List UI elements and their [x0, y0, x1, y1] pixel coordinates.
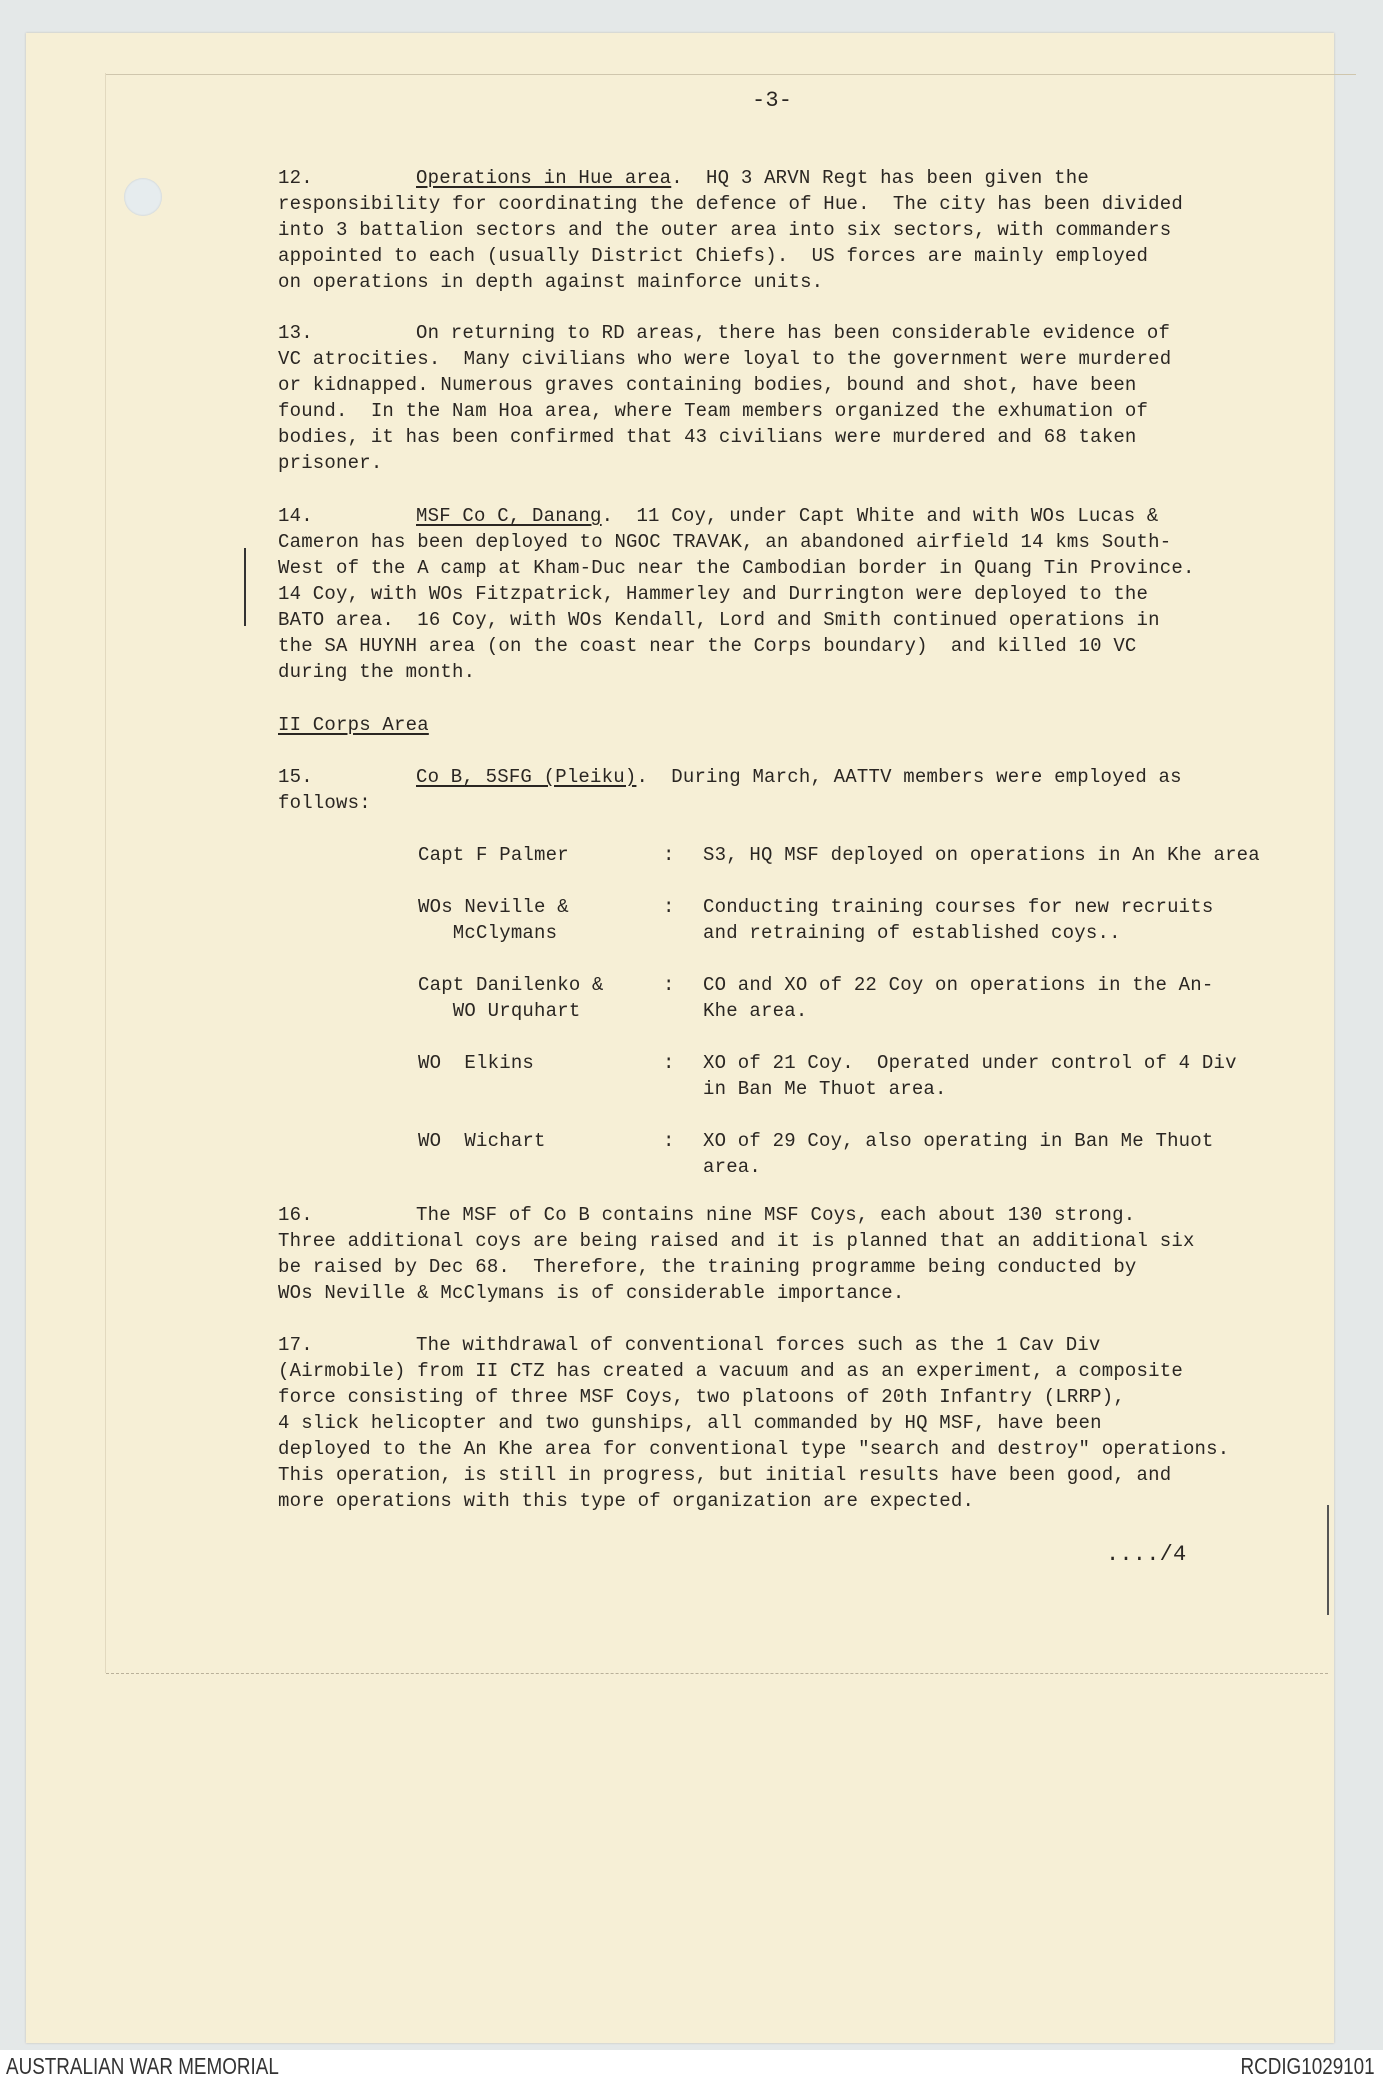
text-line: deployed to the An Khe area for conventional type "search and destroy" operations.	[278, 1438, 1230, 1460]
text-line: be raised by Dec 68. Therefore, the training programme being conducted by	[278, 1256, 1137, 1278]
text-line: The withdrawal of conventional forces such as the 1 Cav Div	[416, 1334, 1101, 1356]
paragraph-16	[278, 1202, 1195, 1306]
punch-hole	[124, 178, 162, 216]
text-line: prisoner.	[278, 452, 383, 474]
text-line: appointed to each (usually District Chiefs). US forces are mainly employed	[278, 245, 1149, 267]
text-line: . During March, AATTV members were employed as	[636, 766, 1182, 788]
text-line: 14 Coy, with WOs Fitzpatrick, Hammerley and Durrington were deployed to the	[278, 583, 1149, 605]
personnel-duty: XO of 29 Coy, also operating in Ban Me Thuot area.	[703, 1130, 1214, 1178]
section-heading: II Corps Area	[278, 714, 429, 736]
personnel-name: WO Elkins	[418, 1052, 535, 1074]
text-line: the SA HUYNH area (on the coast near the Corps boundary) and killed 10 VC	[278, 635, 1137, 657]
separator-colon: :	[663, 974, 675, 996]
paragraph-12	[278, 165, 1183, 295]
margin-sideline-mark	[244, 548, 246, 626]
text-line: during the month.	[278, 661, 476, 683]
personnel-name: Capt Danilenko & WO Urquhart	[418, 974, 604, 1022]
paragraph-number: 16.	[278, 1204, 313, 1226]
text-line: found. In the Nam Hoa area, where Team members organized the exhumation of	[278, 400, 1149, 422]
archive-footer	[0, 2050, 1383, 2081]
text-line: bodies, it has been confirmed that 43 civilians were murdered and 68 taken	[278, 426, 1137, 448]
text-line: or kidnapped. Numerous graves containing bodies, bound and shot, have been	[278, 374, 1137, 396]
paragraph-number: 13.	[278, 322, 313, 344]
paragraph-heading: Operations in Hue area	[416, 167, 672, 189]
text-line: more operations with this type of organization are expected.	[278, 1490, 975, 1512]
personnel-name: Capt F Palmer	[418, 844, 569, 866]
paper-fold-line-bottom	[106, 1673, 1328, 1674]
text-line: (Airmobile) from II CTZ has created a vacuum and as an experiment, a composite	[278, 1360, 1183, 1382]
separator-colon: :	[663, 844, 675, 866]
text-line: This operation, is still in progress, but initial results have been good, and	[278, 1464, 1172, 1486]
paragraph-heading: MSF Co C, Danang	[416, 505, 602, 527]
text-line: The MSF of Co B contains nine MSF Coys, each about 130 strong.	[416, 1204, 1136, 1226]
text-line: into 3 battalion sectors and the outer area into six sectors, with commanders	[278, 219, 1172, 241]
paragraph-number: 17.	[278, 1334, 313, 1356]
separator-colon: :	[663, 1130, 675, 1152]
text-line: responsibility for coordinating the defence of Hue. The city has been divided	[278, 193, 1183, 215]
text-line: WOs Neville & McClymans is of considerable importance.	[278, 1282, 905, 1304]
margin-pencil-mark	[1327, 1505, 1329, 1615]
text-line: BATO area. 16 Coy, with WOs Kendall, Lord and Smith continued operations in	[278, 609, 1160, 631]
text-line: On returning to RD areas, there has been considerable evidence of	[416, 322, 1171, 344]
personnel-duty: Conducting training courses for new recruits and retraining of established coys..	[703, 896, 1214, 944]
paragraph-number: 15.	[278, 766, 313, 788]
paragraph-number: 14.	[278, 505, 313, 527]
paragraph-17	[278, 1332, 1229, 1514]
text-line: . 11 Coy, under Capt White and with WOs Lucas &	[601, 505, 1159, 527]
text-line: . HQ 3 ARVN Regt has been given the	[671, 167, 1089, 189]
paper-fold-line	[105, 73, 106, 1673]
separator-colon: :	[663, 896, 675, 918]
personnel-name: WO Wichart	[418, 1130, 546, 1152]
separator-colon: :	[663, 1052, 675, 1074]
personnel-duty: CO and XO of 22 Coy on operations in the An- Khe area.	[703, 974, 1214, 1022]
continuation-marker: ..../4	[1106, 1542, 1187, 1567]
paragraph-14	[278, 503, 1195, 685]
text-line: follows:	[278, 792, 371, 814]
personnel-duty: XO of 21 Coy. Operated under control of 4 Div in Ban Me Thuot area.	[703, 1052, 1237, 1100]
text-line: Cameron has been deployed to NGOC TRAVAK, an abandoned airfield 14 kms South-	[278, 531, 1172, 553]
text-line: force consisting of three MSF Coys, two platoons of 20th Infantry (LRRP),	[278, 1386, 1125, 1408]
paragraph-13	[278, 320, 1171, 476]
archive-reference-id: RCDIG1029101	[1240, 2053, 1375, 2079]
paragraph-number: 12.	[278, 167, 313, 189]
paper-top-edge	[106, 74, 1356, 75]
text-line: on operations in depth against mainforce units.	[278, 271, 824, 293]
text-line: West of the A camp at Kham-Duc near the Cambodian border in Quang Tin Province.	[278, 557, 1195, 579]
page-number: -3-	[752, 88, 793, 113]
text-line: 4 slick helicopter and two gunships, all commanded by HQ MSF, have been	[278, 1412, 1102, 1434]
personnel-duty: S3, HQ MSF deployed on operations in An Khe area	[703, 844, 1260, 866]
archive-name: AUSTRALIAN WAR MEMORIAL	[6, 2053, 279, 2079]
paragraph-heading: Co B, 5SFG (Pleiku)	[416, 766, 637, 788]
text-line: VC atrocities. Many civilians who were loyal to the government were murdered	[278, 348, 1172, 370]
personnel-name: WOs Neville & McClymans	[418, 896, 569, 944]
text-line: Three additional coys are being raised and it is planned that an additional six	[278, 1230, 1195, 1252]
paragraph-15	[278, 764, 1182, 816]
